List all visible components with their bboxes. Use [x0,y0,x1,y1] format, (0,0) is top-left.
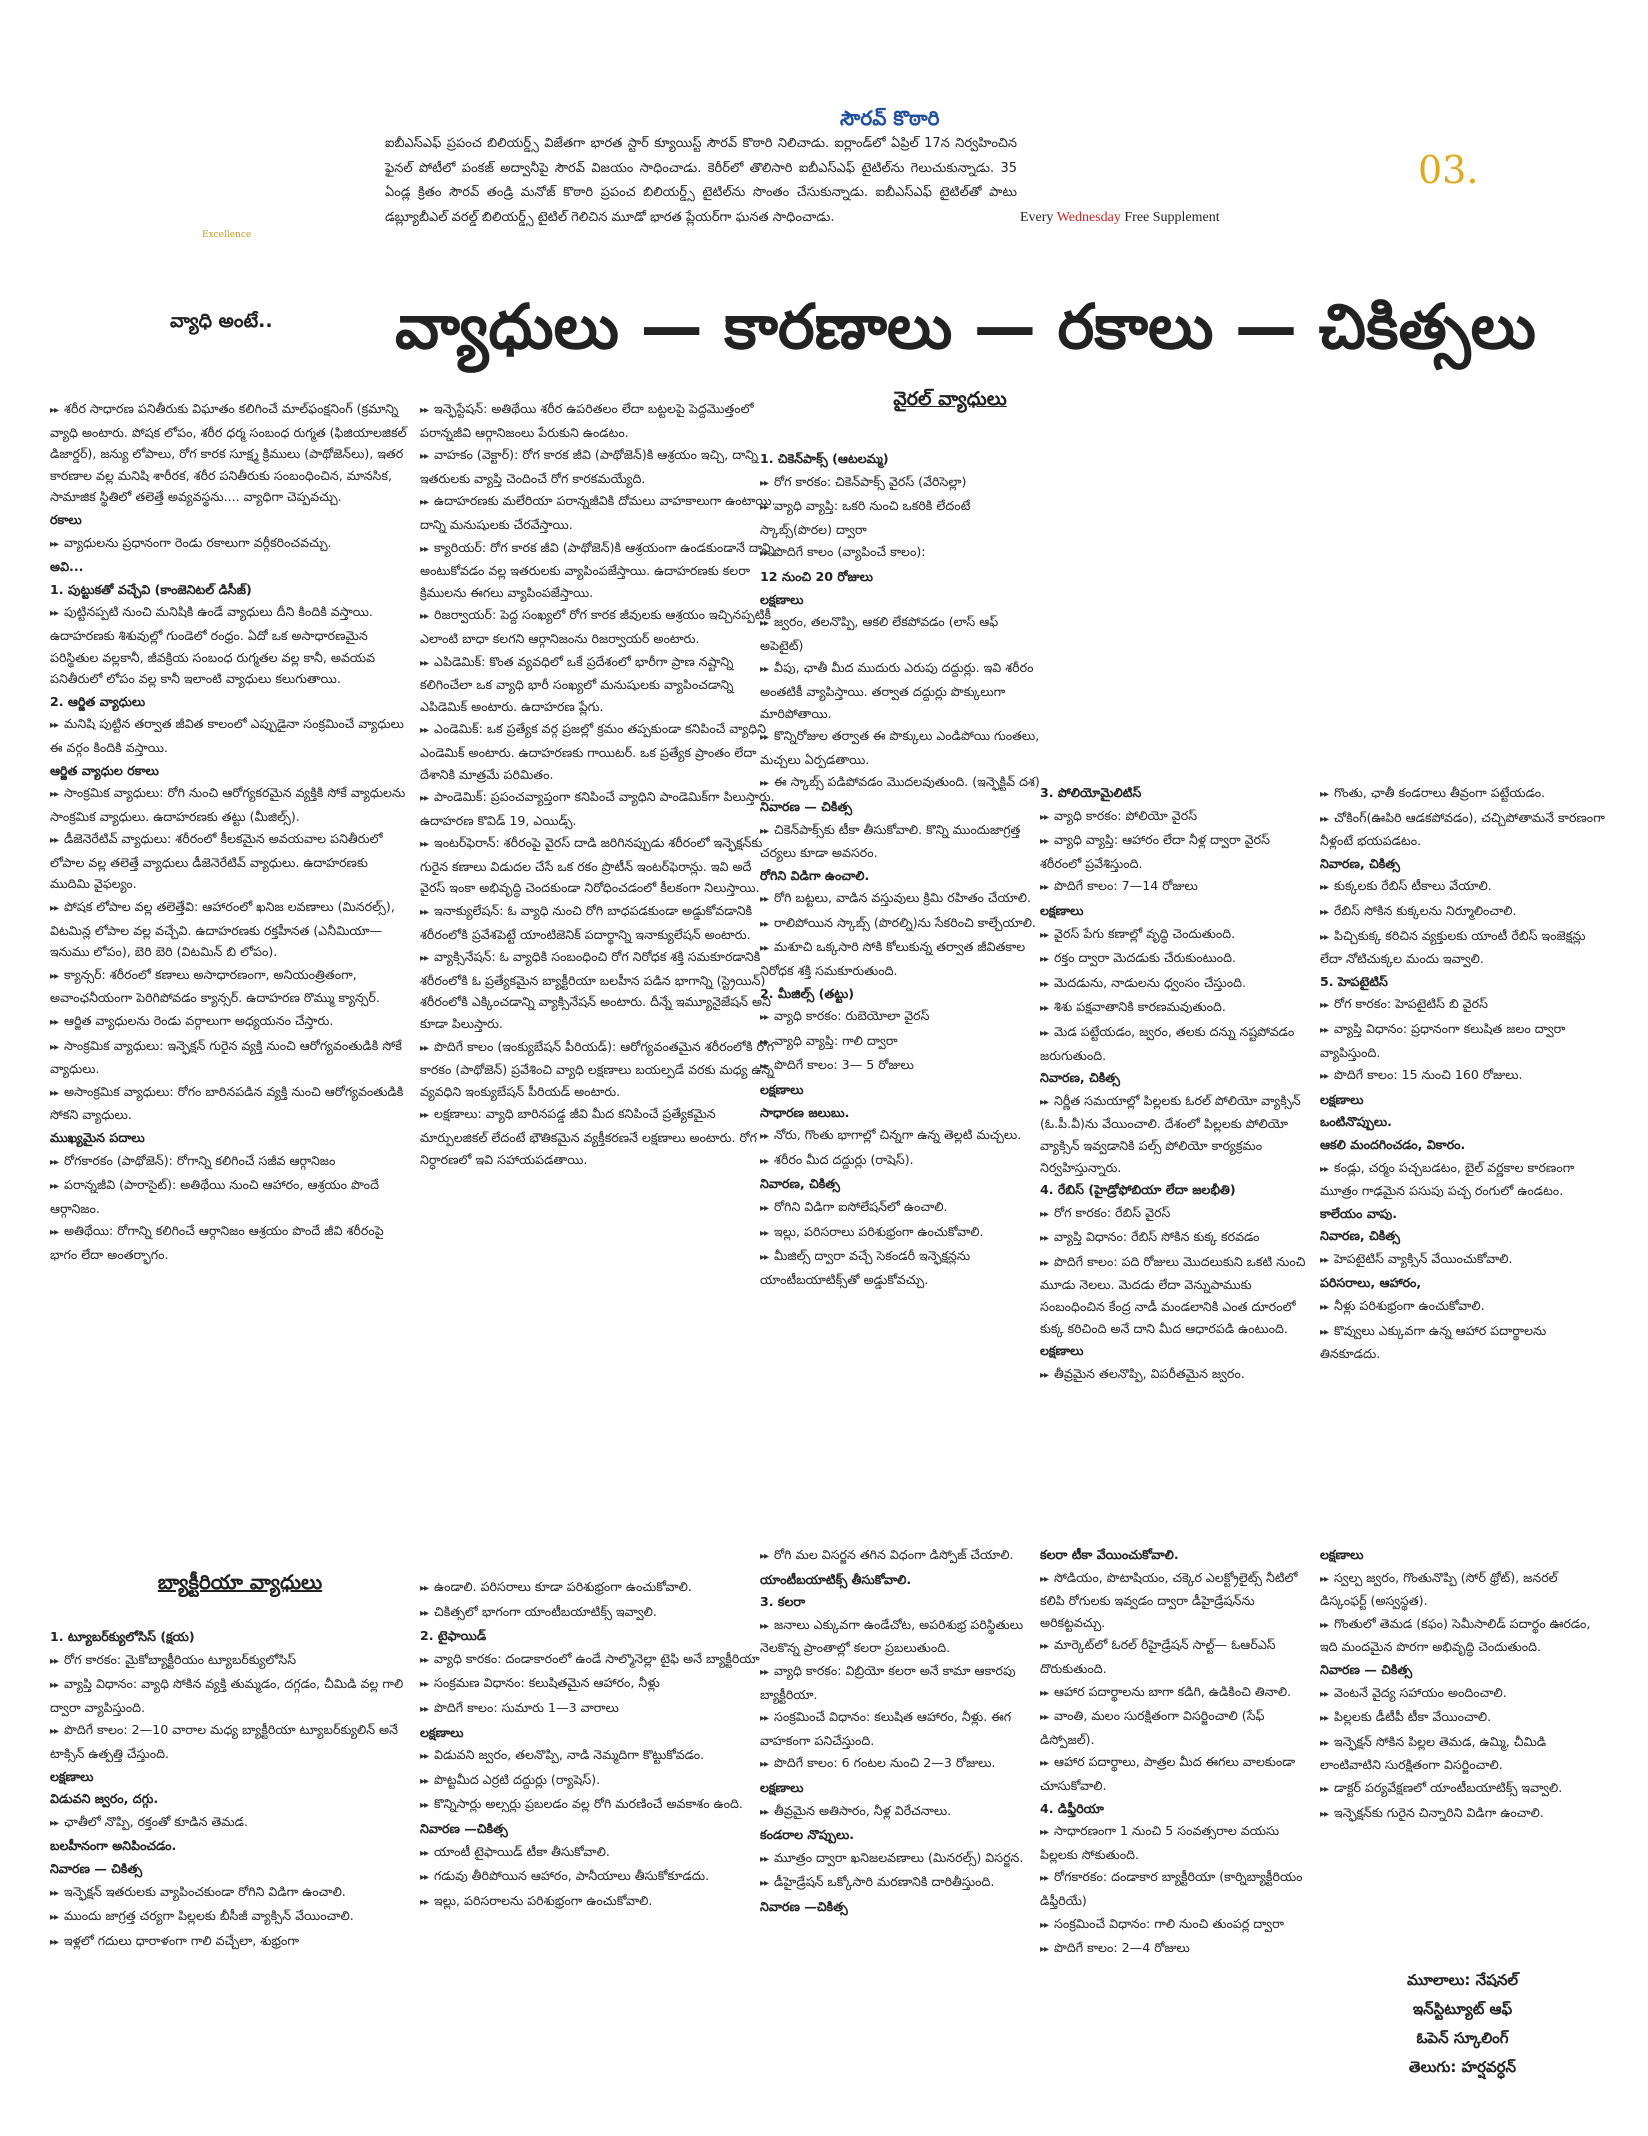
paragraph: ▸▸ పొదిగే కాలం: 15 నుంచి 160 రోజులు. [1320,1064,1605,1088]
source-line-2: ఇన్‌స్టిట్యూట్ ఆఫ్ [1412,2000,1513,2018]
paragraph: ▸▸ డీజెనెరేటివ్ వ్యాధులు: శరీరంలో కీలకమైన అవయవాల పనితీరులో లోపాల వల్ల తలెత్తే వ్యాధులు డీజెనెరేటివ్ వ్యాధులు. ఉదాహరణకు ముదిమి వైఫల్యం. [50,828,410,895]
paragraph: ▸▸ సాంక్రమిక వ్యాధులు: ఇన్ఫెక్షన్ గురైన వ్యక్తి నుంచి ఆరోగ్యవంతుడికి సోకే వ్యాధులు. [50,1035,410,1080]
paragraph: ▸▸ సాంక్రమిక వ్యాధులు: రోగి నుంచి ఆరోగ్యకరమైన వ్యక్తికి సోకే వ్యాధులను సాంక్రమిక వ్యాధులు. ఉదాహరణకు తట్టు (మీజిల్స్). [50,782,410,827]
paragraph: లక్షణాలు [760,1082,804,1098]
paragraph: ▸▸ పాండెమిక్: ప్రపంచవ్యాప్తంగా కనిపించే వ్యాధిని పాండెమిక్‌గా పిలుస్తారు. ఉదాహరణ కొవిడ్ 19, ఎయిడ్స్. [420,786,780,831]
paragraph: ▸▸ ఇళ్లలో గదులు ధారాళంగా గాలి వచ్చేలా, శుభ్రంగా [50,1930,410,1954]
paragraph: ▸▸ పొదిగే కాలం: 2—10 వారాల మధ్య బ్యాక్టీరియా ట్యూబర్‌క్యులిన్ అనే టాక్సిన్ ఉత్పత్తి చేస్తుంది. [50,1719,410,1764]
paragraph: ఆర్జిత వ్యాధుల రకాలు [50,762,159,778]
paragraph: ▸▸ వ్యాధి కారకం: దండాకారంలో ఉండే సాల్మొనెల్లా టైఫి అనే బ్యాక్టీరియా [420,1648,760,1672]
paragraph: ▸▸ ఇల్లు, పరిసరాలు పరిశుభ్రంగా ఉంచుకోవాలి. [760,1221,1040,1245]
paragraph: 12 నుంచి 20 రోజులు [760,568,874,584]
paragraph: ▸▸ పొదిగే కాలం (ఇంక్యుబేషన్ పీరియడ్): ఆరోగ్యవంతమైన శరీరంలోకి రోగ కారకం (పాథోజెన్) ప్రవేశించి వ్యాధి లక్షణాలు బయల్పడే వరకు మధ్య ఉన్న వ్యవధిని ఇంక్యుబేషన్ పీరియడ్ అంటారు. [420,1036,780,1103]
paragraph: 3. పోలియోమైలిటిస్ [1040,785,1142,800]
paragraph: ▸▸ పొదిగే కాలం (వ్యాపించే కాలం): [760,541,1040,565]
column-2-bottom [420,1576,760,2116]
paragraph: ▸▸ అసాంక్రమిక వ్యాధులు: రోగం బారినపడిన వ్యక్తి నుంచి ఆరోగ్యవంతుడికి సోకని వ్యాధులు. [50,1081,410,1126]
paragraph: కండరాల నొప్పులు. [760,1827,855,1843]
paragraph: 1. చికెన్‌పాక్స్ (ఆటలమ్మ) [760,451,889,466]
paragraph: ▸▸ పిచ్చికుక్క కరిచిన వ్యక్తులకు యాంటీ రేబిస్ ఇంజెక్షన్లు లేదా నోటిచుక్కల మందు ఇవ్వాలి. [1320,925,1605,970]
paragraph: ▸▸ మెడ పట్టేయడం, జ్వరం, తలకు దన్ను నష్టపోవడం జరుగుతుంది. [1040,1021,1310,1066]
paragraph: ▸▸ నిర్ణీత సమయాల్లో పిల్లలకు ఓరల్ పోలియో వ్యాక్సిన్ (ఓ.పీ.వీ)ను వేయించాలి. దేశంలో పిల్లలకు పోలియో వ్యాక్సిన్ ఇవ్వడానికి పల్స్ పోలియో కార్యక్రమం నిర్వహిస్తున్నారు. [1040,1090,1310,1178]
paragraph: ▸▸ విడువని జ్వరం, తలనొప్పి, నాడి నెమ్మదిగా కొట్టుకోవడం. [420,1744,760,1768]
paragraph: ▸▸ వ్యాధులను ప్రధానంగా రెండు రకాలుగా వర్గీకరించవచ్చు. [50,532,410,556]
paragraph: ▸▸ స్వల్ప జ్వరం, గొంతునొప్పి (సోర్ థ్రోట్), జనరల్ డిస్కంఫర్ట్ (అస్వస్థత). [1320,1567,1605,1612]
paragraph: ▸▸ ఇన్ఫెక్షన్ ఇతరులకు వ్యాపించకుండా రోగిని విడిగా ఉంచాలి. [50,1881,410,1905]
paragraph: నివారణ — చికిత్స [760,798,853,814]
paragraph: ▸▸ రక్తం ద్వారా మెదడుకు చేరుకుంటుంది. [1040,947,1310,971]
paragraph: 4. రేబిస్ (హైడ్రోఫోబియా లేదా జలభీతి) [1040,1182,1236,1198]
paragraph: ▸▸ చికెన్‌పాక్స్‌కు టీకా తీసుకోవాలి. కొన్ని ముందుజాగ్రత్త చర్యలు కూడా అవసరం. [760,819,1040,864]
paragraph: ▸▸ వ్యాధి కారకం: విబ్రియో కలరా అనే కామా ఆకారపు బ్యాక్టీరియా. [760,1660,1040,1705]
paragraph: ▸▸ పొట్టమీద ఎర్రటి దద్దుర్లు (ర్యాషెస్). [420,1769,760,1793]
paragraph: ▸▸ హెపటైటిస్ వ్యాక్సిన్ వేయించుకోవాలి. [1320,1248,1605,1272]
paragraph: ▸▸ రోగ కారకం: మైకోబ్యాక్టీరియం ట్యూబర్‌క్యులోసిస్ [50,1649,410,1673]
paragraph: ▸▸ పిల్లలకు డీటీపీ టీకా వేయించాలి. [1320,1706,1605,1730]
paragraph: ▸▸ నోరు, గొంతు భాగాల్లో చిన్నగా ఉన్న తెల్లటి మచ్చలు. [760,1124,1040,1148]
paragraph: ▸▸ రోగకారకం: దండాకార బ్యాక్టీరియా (కార్నిబ్యాక్టీరియం డిఫ్తీరియే) [1040,1866,1310,1911]
paragraph: ▸▸ డీహైడ్రేషన్ ఒక్కోసారి మరణానికి దారితీస్తుంది. [760,1871,1040,1895]
paragraph: ▸▸ సంక్రమణ విధానం: కలుషితమైన ఆహారం, నీళ్లు [420,1672,760,1696]
paragraph: ▸▸ జనాలు ఎక్కువగా ఉండేచోట, అపరిశుభ్ర పరిస్థితులు నెలకొన్న ప్రాంతాల్లో కలరా ప్రబలుతుంది. [760,1614,1040,1659]
paragraph: ▸▸ రోగిని విడిగా ఐసోలేషన్‌లో ఉంచాలి. [760,1196,1040,1220]
paragraph: లక్షణాలు [1320,1091,1364,1107]
paragraph: ▸▸ పొదిగే కాలం: పది రోజులు మొదలుకుని ఒకటి నుంచి మూడు నెలలు. మెదడు లేదా వెన్నుపాముకు సంబంధించిన కేంద్ర నాడీ మండలానికి ఎంత దూరంలో కుక్క కరిచింది అనే దాని మీద ఆధారపడి ఉంటుంది. [1040,1251,1310,1339]
paragraph: ▸▸ క్యారియర్: రోగ కారక జీవి (పాథోజెన్)కి ఆశ్రయంగా ఉండకుండానే దాన్ని అంటుకోవడం వల్ల ఇతరులకు వ్యాపింపజేస్తాయి. ఉదాహరణకు కలరా క్రిములను ఈగలు వ్యాపింపజేస్తాయి. [420,537,780,604]
paragraph: ▸▸ పొదిగే కాలం: 6 గంటల నుంచి 2—3 రోజులు. [760,1752,1040,1776]
paragraph: ▸▸ కొన్నిరోజుల తర్వాత ఈ పొక్కులు ఎండిపోయి గుంతలు, మచ్చలు ఏర్పడతాయి. [760,725,1040,770]
paragraph: ▸▸ రాలిపోయిన స్కాబ్స్ (పొరల్ని)ను సేకరించి కాల్చేయాలి. [760,912,1040,936]
paragraph: ▸▸ ఎండెమిక్: ఒక ప్రత్యేక వర్గ ప్రజల్లో క్రమం తప్పకుండా కనిపించే వ్యాధిని ఎండెమిక్ అంటారు. ఉదాహరణకు గాయిటర్. ఒక ప్రత్యేక ప్రాంతం లేదా దేశానికి మాత్రమే పరిమితం. [420,718,780,785]
paragraph: 2. మీజిల్స్ (తట్టు) [760,985,855,1001]
paragraph: ▸▸ శరీర సాధారణ పనితీరుకు విఘాతం కలిగించే మాల్‌ఫంక్షనింగ్ (క్రమాన్ని వ్యాధి అంటారు. పోషక లోపం, శరీర ధర్మ సంబంధ రుగ్మత (ఫిజియాలజికల్ డిజార్డర్), జన్యు లోపాలు, రోగ కారక సూక్ష్మ క్రిములు (పాథోజెన్‌లు), ఇతర కారణాల వల్ల మనిషి శారీరక, శరీర పనితీరుకు సంబంధించిన, మానసిక, సామాజిక స్థితిలో తలెత్తే అవ్యవస్థను.... వ్యాధిగా చెప్పవచ్చు. [50,398,410,508]
paragraph: ▸▸ సంక్రమించే విధానం: గాలి నుంచి తుంపర్ల ద్వారా [1040,1913,1310,1937]
paragraph: ▸▸ రిజర్వాయర్: పెద్ద సంఖ్యలో రోగ కారక జీవులకు ఆశ్రయం ఇచ్చినప్పటికీ ఎలాంటి బాధా కలగని ఆర్గానిజంను రిజర్వాయర్ అంటారు. [420,604,780,649]
paragraph: ▸▸ వ్యాధి వ్యాప్తి: గాలి ద్వారా [760,1030,1040,1054]
paragraph: లక్షణాలు [1040,1343,1084,1359]
paragraph: ▸▸ ఇన్ఫెక్షన్‌కు గురైన చిన్నారిని విడిగా ఉంచాలి. [1320,1802,1605,1826]
paragraph: నివారణ —చికిత్స [760,1898,848,1914]
paragraph: ▸▸ పుట్టినప్పటి నుంచి మనిషికి ఉండే వ్యాధులు దీని కిందికి వస్తాయి. ఉదాహరణకు శిశువుల్లో గుండెలో రంధ్రం. ఏదో ఒక అసాధారణమైన పరిస్థితుల వల్లకానీ, జీవక్రియ సంబంధ రుగ్మతల వల్ల కానీ, అవయవ పనితీరులో లోపం వల్ల కానీ ఇలాంటి వ్యాధులు కలుగుతాయి. [50,601,410,689]
paragraph: కాలేయం వాపు. [1320,1205,1397,1221]
paragraph: ▸▸ సంక్రమించే విధానం: కలుషిత ఆహారం, నీళ్లు. ఈగ వాహకంగా పనిచేస్తుంది. [760,1706,1040,1751]
paragraph: ▸▸ శరీరం మీద దద్దుర్లు (రాషెస్). [760,1149,1040,1173]
paragraph: ▸▸ ఆహార పదార్థాలను బాగా కడిగి, ఉడికించి తినాలి. [1040,1681,1310,1705]
paragraph: ▸▸ వైరస్ పేగు కణాల్లో వృద్ధి చెందుతుంది. [1040,923,1310,947]
paragraph: ▸▸ ఇన్ఫెక్షన్ సోకిన పిల్లల తెమడ, ఉమ్మి, చీమిడి లాంటివాటిని సురక్షితంగా విసర్జించాలి. [1320,1731,1605,1776]
paragraph: ▸▸ వ్యాధి కారకం: పోలియో వైరస్ [1040,805,1310,829]
supplement-rest: Free Supplement [1124,210,1220,225]
paragraph: విడువని జ్వరం, దగ్గు. [50,1791,159,1807]
paragraph: ▸▸ రోగి బట్టలు, వాడిన వస్తువులు క్రిమి రహితం చేయాలి. [760,887,1040,911]
paragraph: ▸▸ పోషక లోపాల వల్ల తలెత్తేవి: ఆహారంలో ఖనిజ లవణాలు (మినరల్స్), విటమిన్ల లోపాల వల్ల వచ్చేవి. ఉదాహరణకు రక్తహీనత (ఎనీమియా—ఇనుము లోపం), బెరి బెరి (విటమిన్ బి లోపం). [50,896,410,963]
paragraph: ▸▸ గొంతులో తెమడ (కఫం) సెమీసాలిడ్ పదార్థం ఊరడం, ఇది మందమైన పొరగా అభివృద్ధి చెందుతుంది. [1320,1613,1605,1658]
paragraph: ▸▸ పొదిగే కాలం: 7—14 రోజులు [1040,875,1310,899]
paragraph: లక్షణాలు [1320,1547,1364,1562]
paragraph: ▸▸ ఆర్జిత వ్యాధులను రెండు వర్గాలుగా అధ్యయనం చేస్తారు. [50,1010,410,1034]
column-4-bottom [1040,1544,1310,2116]
paragraph: లక్షణాలు [1040,902,1084,918]
paragraph: ▸▸ వ్యాధి వ్యాప్తి: ఆహారం లేదా నీళ్ల ద్వారా వైరస్ శరీరంలో ప్రవేశిస్తుంది. [1040,829,1310,874]
paragraph: ▸▸ రోగకారకం (పాథోజెన్): రోగాన్ని కలిగించే సజీవ ఆర్గానిజం [50,1150,410,1174]
page-number: 03. [1418,148,1479,192]
paragraph: 1. ట్యూబర్‌క్యులోసిస్ (క్షయ) [50,1629,195,1644]
paragraph: నివారణ — చికిత్స [50,1860,143,1876]
paragraph: బలహీనంగా అనిపించడం. [50,1838,177,1854]
paragraph: ▸▸ ఇల్లు, పరిసరాలను పరిశుభ్రంగా ఉంచుకోవాలి. [420,1890,760,1914]
news-heading: సౌరవ్ కొఠారి [840,106,940,130]
paragraph: 4. డిఫ్తీరియా [1040,1800,1104,1816]
paragraph: యాంటీబయాటిక్స్ తీసుకోవాలి. [760,1571,912,1587]
paragraph: ▸▸ మశూచి ఒక్కసారి సోకి కోలుకున్న తర్వాత జీవితకాల నిరోధక శక్తి సమకూరుతుంది. [760,936,1040,981]
paragraph: ▸▸ క్యాన్సర్: శరీరంలో కణాలు అసాధారణంగా, అనియంత్రితంగా, అవాంఛనీయంగా పెరిగిపోవడం క్యాన్సర్. ఉదాహరణ రొమ్ము క్యాన్సర్. [50,964,410,1009]
paragraph: ▸▸ గొంతు, ఛాతీ కండరాలు తీవ్రంగా పట్టేయడం. [1320,782,1605,806]
paragraph: ▸▸ ఇనాక్యులేషన్: ఓ వ్యాధి నుంచి రోగి బాధపడకుండా అడ్డుకోవడానికి శరీరంలోకి ప్రవేశపెట్టే యాంటిజెనిక్ పదార్థాన్ని ఇనాక్యులేషన్ అంటారు. [420,900,780,945]
paragraph: ▸▸ యాంటీ టైఫాయిడ్ టీకా తీసుకోవాలి. [420,1841,760,1865]
column-5-top [1320,782,1605,1502]
paragraph: ▸▸ ఇన్ఫెస్టేషన్: అతిథేయి శరీర ఉపరితలం లేదా బట్టలపై పెద్దమొత్తంలో పరాన్నజీవి ఆర్గానిజంలు పేరుకుని ఉండటం. [420,398,780,443]
bacterial-heading: బ్యాక్టీరియా వ్యాధులు [157,1570,323,1594]
paragraph: అవి... [50,559,84,575]
column-5-bottom [1320,1544,1605,1964]
column-1-bottom [50,1626,410,2116]
paragraph: ▸▸ మార్కెట్‌లో ఓరల్ రీహైడ్రేషన్ సాల్ట్— ఓఆర్ఎస్ దొరుకుతుంది. [1040,1634,1310,1679]
paragraph: 2. ఆర్జిత వ్యాధులు [50,693,146,709]
paragraph: ▸▸ రోగి మల విసర్జన తగిన విధంగా డిస్పోజ్ చేయాలి. [760,1544,1040,1568]
paragraph: ▸▸ పొదిగే కాలం: 3— 5 రోజులు [760,1054,1040,1078]
paragraph: ▸▸ వ్యాప్తి విధానం: రేబిస్ సోకిన కుక్క కరవడం [1040,1226,1310,1250]
paragraph: లక్షణాలు [760,1779,804,1795]
viral-heading: వైరల్ వ్యాధులు [893,388,1007,410]
source-credit [1320,1966,1605,2082]
supplement-every: Every [1020,210,1054,225]
paragraph: రకాలు [50,511,82,527]
paragraph: ▸▸ సాధారణంగా 1 నుంచి 5 సంవత్సరాల వయసు పిల్లలకు సోకుతుంది. [1040,1820,1310,1865]
paragraph: ▸▸ కొవ్వులు ఎక్కువగా ఉన్న ఆహార పదార్థాలను తినకూడదు. [1320,1320,1605,1365]
column-2 [420,398,780,1538]
paragraph: ముఖ్యమైన పదాలు [50,1130,145,1145]
paragraph: ▸▸ ఈ స్కాబ్స్ పడిపోవడం మొదలవుతుంది. (ఇన్ఫెక్టివ్ దశ) [760,771,1040,795]
paragraph: నివారణ — చికిత్స [1320,1661,1413,1677]
paragraph: ▸▸ చోకింగ్(ఊపిరి ఆడకపోవడం), చచ్చిపోతామనే కారణంగా నీళ్లంటే భయపడటం. [1320,807,1605,852]
paragraph: ▸▸ పరాన్నజీవి (పారాసైట్): అతిథేయి నుంచి ఆహారం, ఆశ్రయం పొందే ఆర్గానిజం. [50,1174,410,1219]
paragraph: ▸▸ ఆహార పదార్థాలు, పాత్రల మీద ఈగలు వాలకుండా చూసుకోవాలి. [1040,1751,1310,1796]
brand-logo: Excellence [202,230,252,240]
paragraph: ▸▸ ఎపిడెమిక్: కొంత వ్యవధిలో ఒకే ప్రదేశంలో భారీగా ప్రాణ నష్టాన్ని కలిగించేలా ఒక వ్యాధి భారీ సంఖ్యలో మనుషులకు వ్యాపించడాన్ని ఎపిడెమిక్ అంటారు. ఉదాహరణ ప్లేగు. [420,651,780,718]
paragraph: ▸▸ ముందు జాగ్రత్త చర్యగా పిల్లలకు బీసీజీ వ్యాక్సిన్ వేయించాలి. [50,1905,410,1929]
paragraph: ▸▸ గడువు తీరిపోయిన ఆహారం, పానీయాలు తీసుకోకూడదు. [420,1865,760,1889]
paragraph: ▸▸ తీవ్రమైన అతిసారం, నీళ్ల విరేచనాలు. [760,1800,1040,1824]
paragraph: ▸▸ రేబిస్ సోకిన కుక్కలను నిర్మూలించాలి. [1320,900,1605,924]
paragraph: ▸▸ సోడియం, పొటాషియం, చక్కెర ఎలక్ట్రోలైట్స్ నీటిలో కలిపి రోగులకు ఇవ్వడం ద్వారా డీహైడ్రేషన్‌ను అరికట్టవచ్చు. [1040,1567,1310,1634]
paragraph: ▸▸ మనిషి పుట్టిన తర్వాత జీవిత కాలంలో ఎప్పుడైనా సంక్రమించే వ్యాధులు ఈ వర్గం కిందికి వస్తాయి. [50,713,410,758]
paragraph: 2. టైఫాయిడ్ [420,1628,487,1644]
paragraph: లక్షణాలు [420,1724,464,1740]
paragraph: ▸▸ ఉండాలి. పరిసరాలు కూడా పరిశుభ్రంగా ఉంచుకోవాలి. [420,1576,760,1600]
paragraph: ▸▸ నీళ్లు పరిశుభ్రంగా ఉంచుకోవాలి. [1320,1295,1605,1319]
paragraph: ▸▸ మెదడును, నాడులను ధ్వంసం చేస్తుంది. [1040,972,1310,996]
page-title: వ్యాధులు — కారణాలు — రకాలు — చికిత్సలు [395,290,1536,363]
source-line-1: మూలాలు: నేషనల్ [1406,1971,1519,1989]
paragraph: రోగిని విడిగా ఉంచాలి. [760,867,870,883]
paragraph: ▸▸ తీవ్రమైన తలనొప్పి, విపరీతమైన జ్వరం. [1040,1363,1310,1387]
paragraph: ▸▸ వాంతి, మలం సురక్షితంగా విసర్జించాలి (సేఫ్ డిస్పోజల్). [1040,1705,1310,1750]
column-1 [50,398,410,1538]
source-line-3: ఓపెన్ స్కూలింగ్ [1416,2029,1509,2047]
paragraph: ▸▸ డాక్టర్ పర్యవేక్షణలో యాంటీబయాటిక్స్ ఇవ్వాలి. [1320,1777,1605,1801]
paragraph: నివారణ, చికిత్స [1320,1228,1400,1244]
section-label: వ్యాధి అంటే.. [170,310,273,332]
paragraph: ▸▸ మీజిల్స్ ద్వారా వచ్చే సెకండరీ ఇన్ఫెక్షన్లను యాంటీబయాటిక్స్‌తో అడ్డుకోవచ్చు. [760,1245,1040,1290]
paragraph: ▸▸ పొదిగే కాలం: 2—4 రోజులు [1040,1937,1310,1961]
paragraph: ▸▸ ఛాతీలో నొప్పి, రక్తంతో కూడిన తెమడ. [50,1811,410,1835]
paragraph: ▸▸ రోగ కారకం: హెపటైటిస్ బి వైరస్ [1320,993,1605,1017]
paragraph: ▸▸ వీపు, ఛాతీ మీద ముదురు ఎరుపు దద్దుర్లు. ఇవి శరీరం అంతటికీ వ్యాపిస్తాయి. తర్వాత దద్దుర్లు పొక్కులుగా మారిపోతాయి. [760,657,1040,724]
paragraph: లక్షణాలు [760,591,804,607]
paragraph: ▸▸ ఇంటర్‌ఫెరాన్: శరీరంపై వైరస్ దాడి జరిగినప్పుడు శరీరంలో ఇన్ఫెక్షన్‌కు గురైన కణాలు విడుదల చేసే ఒక రకం ప్రొటీన్ ఇంటర్‌ఫెరాన్లు. ఇవి అదే వైరస్ ఇంకా అభివృద్ధి చెందకుండా నిరోధించడంలో కీలకంగా నిలుస్తాయి. [420,832,780,899]
paragraph: 1. పుట్టుకతో వచ్చేవి (కాంజెనిటల్ డిసీజ్) [50,581,252,597]
paragraph: ▸▸ రోగ కారకం: రేబిస్ వైరస్ [1040,1202,1310,1226]
paragraph: ▸▸ వ్యాధి కారకం: రుబెయోలా వైరస్ [760,1005,1040,1029]
source-line-4: తెలుగు: హర్షవర్ధన్ [1408,2058,1517,2076]
paragraph: నివారణ, చికిత్స [1320,855,1400,871]
paragraph: ▸▸ మూత్రం ద్వారా ఖనిజలవణాలు (మినరల్స్) విసర్జన. [760,1847,1040,1871]
paragraph: 3. కలరా [760,1594,806,1610]
column-4-top [1040,782,1310,1502]
column-3-top [760,448,1040,1498]
paragraph: ▸▸ వాహకం (వెక్టార్): రోగ కారక జీవి (పాథోజెన్)కి ఆశ్రయం ఇచ్చి, దాన్ని ఇతరులకు వ్యాప్తి చెందించే రోగ కారకమయ్యేది. [420,444,780,489]
paragraph: ▸▸ కొన్నిసార్లు అల్సర్లు ప్రబలడం వల్ల రోగి మరణించే అవకాశం ఉంది. [420,1793,760,1817]
paragraph: ▸▸ రోగ కారకం: చికెన్‌పాక్స్ వైరస్ (వేరిసెల్లా) [760,471,1040,495]
paragraph: ▸▸ చికిత్సలో భాగంగా యాంటీబయాటిక్స్ ఇవ్వాలి. [420,1601,760,1625]
paragraph: ▸▸ వెంటనే వైద్య సహాయం అందించాలి. [1320,1682,1605,1706]
paragraph: పరిసరాలు, ఆహారం, [1320,1275,1422,1291]
paragraph: నివారణ, చికిత్స [1040,1070,1120,1086]
paragraph: నివారణ, చికిత్స [760,1176,840,1192]
paragraph: ▸▸ వ్యాప్తి విధానం: ప్రధానంగా కలుషిత జలం ద్వారా వ్యాపిస్తుంది. [1320,1018,1605,1063]
paragraph: ▸▸ అతిథేయి: రోగాన్ని కలిగించే ఆర్గానిజం ఆశ్రయం పొందే జీవి శరీరంపై భాగం లేదా అంతర్భాగం. [50,1220,410,1265]
paragraph: ఒంటినొప్పులు. [1320,1114,1392,1130]
paragraph: లక్షణాలు [50,1768,94,1784]
paragraph: ▸▸ వ్యాప్తి విధానం: వ్యాధి సోకిన వ్యక్తి తుమ్మడం, దగ్గడం, చీమిడి వల్ల గాలి ద్వారా వ్యాపిస్తుంది. [50,1673,410,1718]
supplement-day: Wednesday [1056,210,1121,225]
paragraph: 5. హెపటైటిస్ [1320,973,1388,989]
paragraph: ▸▸ జ్వరం, తలనొప్పి, ఆకలి లేకపోవడం (లాస్ ఆఫ్ అపెటైట్) [760,611,1040,656]
supplement-tagline [1020,210,1220,226]
paragraph: ▸▸ వ్యాక్సినేషన్: ఓ వ్యాధికి సంబంధించి రోగ నిరోధక శక్తి సమకూరడానికి శరీరంలోకి ఓ ప్రత్యేకమైన బ్యాక్టీరియా బలహీన పడిన భాగాన్ని (స్ట్రెయిన్) శరీరంలోకి ఎక్కించడాన్ని వ్యాక్సినేషన్ అంటారు. దీన్నే ఇమ్యూనైజేషన్ అని కూడా పిలుస్తారు. [420,946,780,1034]
paragraph: కలరా టీకా వేయించుకోవాలి. [1040,1547,1179,1562]
news-body: ఐబీఎస్‌ఎఫ్ ప్రపంచ బిలియర్డ్స్ విజేతగా భారత స్టార్ క్యూయిస్ట్ సౌరవ్ కొఠారి నిలిచాడు. ఐర్లాండ్‌లో ఏప్రిల్ 17న నిర్వహించిన ఫైనల్ పోటీలో పంకజ్ అద్వానీపై సౌరవ్ విజయం సాధించాడు. కెరీర్‌లో తొలిసారి ఐబీఎస్‌ఎఫ్ టైటిల్‌ను గెలుచుకున్నాడు. 35 ఏండ్ల క్రితం సౌరవ్ తండ్రి మనోజ్ కొఠారి ప్రపంచ బిలియర్డ్స్ టైటిల్‌ను సొంతం చేసుకున్నాడు. ఐబీఎస్‌ఎఫ్ టైటిల్‌తో పాటు డబ్ల్యూబీఎల్ వరల్డ్ బిలియర్డ్స్ టైటిల్ గెలిచిన మూడో భారత ప్లేయర్‌గా ఘనత సాధించాడు. [385,136,1017,225]
paragraph: ఆకలి మందగించడం, వికారం. [1320,1136,1466,1152]
paragraph: ▸▸ కుక్కలకు రేబిస్ టీకాలు వేయాలి. [1320,875,1605,899]
paragraph: ▸▸ ఉదాహరణకు మలేరియా పరాన్నజీవికి దోమలు వాహకాలుగా ఉంటాయి. దాన్ని మనుషులకు చేరవేస్తాయి. [420,490,780,535]
paragraph: సాధారణ జలుబు. [760,1104,850,1120]
column-3-bottom [760,1544,1040,2116]
paragraph: నివారణ —చికిత్స [420,1820,508,1836]
paragraph: ▸▸ కండ్లు, చర్మం పచ్చబడటం, బైల్ వర్ణకాల కారణంగా మూత్రం గాఢమైన పసుపు పచ్చ రంగులో ఉండటం. [1320,1157,1605,1202]
paragraph: ▸▸ లక్షణాలు: వ్యాధి బారినపడ్డ జీవి మీద కనిపించే ప్రత్యేకమైన మార్పులజికల్ లేదంటే భౌతికమైన వ్యక్తీకరణనే లక్షణాలు అంటారు. రోగ నిర్ధారణలో ఇవి సహాయపడతాయి. [420,1103,780,1170]
paragraph: ▸▸ పొదిగే కాలం: సుమారు 1—3 వారాలు [420,1697,760,1721]
paragraph: ▸▸ వ్యాధి వ్యాప్తి: ఒకరి నుంచి ఒకరికి లేదంటే స్కాబ్స్(పొరల) ద్వారా [760,495,1040,540]
paragraph: ▸▸ శిశు పక్షవాతానికి కారణమవుతుంది. [1040,996,1310,1020]
